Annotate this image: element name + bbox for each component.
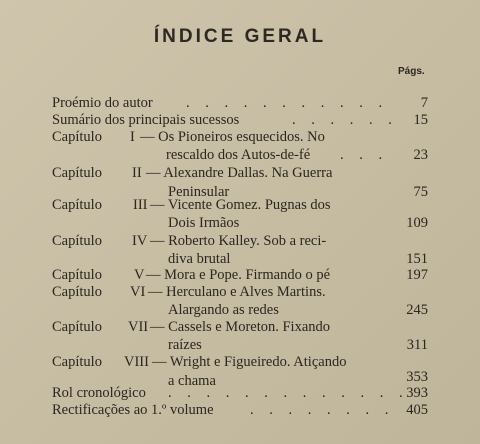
chapter-number: I xyxy=(130,129,135,145)
chapter-label: Capítulo xyxy=(52,165,102,181)
chapter-label: Capítulo xyxy=(52,129,102,145)
chapter-label: Capítulo xyxy=(52,267,102,283)
chapter-title-line1: — Roberto Kalley. Sob a reci- xyxy=(150,233,327,249)
chapter-label: Capítulo xyxy=(52,319,102,335)
leader-dots: . . . xyxy=(340,147,389,163)
entry-title: Sumário dos principais sucessos xyxy=(52,112,240,128)
toc-entry-sumario xyxy=(0,111,480,129)
entry-page: 75 xyxy=(413,184,428,200)
toc-entry-chapter-7-cont xyxy=(0,336,480,354)
chapter-number: III xyxy=(133,197,148,213)
entry-page: 151 xyxy=(406,251,428,267)
chapter-title-line2: raízes xyxy=(168,337,202,353)
chapter-title-line1: — Mora e Pope. Firmando o pé xyxy=(146,267,331,283)
toc-entry-chapter-5 xyxy=(0,266,480,284)
chapter-title-line1: — Herculano e Alves Martins. xyxy=(148,284,326,300)
chapter-title-line2: Alargando as redes xyxy=(168,302,279,318)
entry-page: 23 xyxy=(413,147,428,163)
chapter-title-line1: — Vicente Gomez. Pugnas dos xyxy=(150,197,331,213)
entry-page: 311 xyxy=(406,337,428,353)
chapter-title-line1: — Wright e Figueiredo. Atiçando xyxy=(152,354,347,370)
toc-entry-proemio xyxy=(0,94,480,112)
chapter-number: VI xyxy=(130,284,146,300)
leader-dots: . . . . . . . . . . . xyxy=(186,95,389,111)
entry-title: Proémio do autor xyxy=(52,95,153,111)
leader-dots: . . . . . . xyxy=(292,112,398,128)
toc-entry-chapter-1 xyxy=(0,128,480,146)
leader-dots: . . . . . . . . . . . . . xyxy=(168,385,409,401)
entry-title: Rectificações ao 1.º volume xyxy=(52,402,214,418)
toc-entry-chapter-1-cont xyxy=(0,146,480,164)
toc-entry-chapter-4 xyxy=(0,232,480,250)
chapter-title-line2: Dois Irmãos xyxy=(168,215,240,231)
entry-page: 15 xyxy=(413,112,428,128)
chapter-number: VIII xyxy=(124,354,149,370)
chapter-title-line2: rescaldo dos Autos-de-fé xyxy=(166,147,311,163)
toc-entry-chapter-2 xyxy=(0,164,480,182)
entry-page: 109 xyxy=(406,215,428,231)
entry-page: 405 xyxy=(406,402,428,418)
entry-page: 353 xyxy=(406,369,428,385)
chapter-title-line2: diva brutal xyxy=(168,251,231,267)
entry-page: 7 xyxy=(420,95,428,111)
page-title: ÍNDICE GERAL xyxy=(153,26,327,47)
leader-dots: . . . . . . . . xyxy=(250,402,395,418)
entry-page: 393 xyxy=(406,385,428,401)
chapter-number: VII xyxy=(128,319,149,335)
toc-entry-rectificacoes xyxy=(0,401,480,419)
chapter-label: Capítulo xyxy=(52,197,102,213)
chapter-title-line2: Peninsular xyxy=(168,184,230,200)
toc-entry-chapter-7 xyxy=(0,318,480,336)
chapter-number: II xyxy=(132,165,142,181)
chapter-title-line2: a chama xyxy=(168,373,216,389)
chapter-title-line1: — Os Pioneiros esquecidos. No xyxy=(140,129,325,145)
chapter-label: Capítulo xyxy=(52,284,102,300)
toc-entry-chapter-6 xyxy=(0,283,480,301)
pages-column-header: Págs. xyxy=(398,66,425,77)
chapter-number: IV xyxy=(132,233,148,249)
chapter-label: Capítulo xyxy=(52,233,102,249)
toc-entry-chapter-6-cont xyxy=(0,301,480,319)
chapter-label: Capítulo xyxy=(52,354,102,370)
entry-title: Rol cronológico xyxy=(52,385,146,401)
chapter-title-line1: — Alexandre Dallas. Na Guerra xyxy=(146,165,333,181)
chapter-number: V xyxy=(134,267,145,283)
chapter-title-line1: — Cassels e Moreton. Fixando xyxy=(150,319,331,335)
toc-entry-chapter-3-cont xyxy=(0,214,480,232)
toc-entry-rol xyxy=(0,384,480,402)
entry-page: 197 xyxy=(406,267,428,283)
entry-page: 245 xyxy=(406,302,428,318)
toc-entry-chapter-3 xyxy=(0,196,480,214)
